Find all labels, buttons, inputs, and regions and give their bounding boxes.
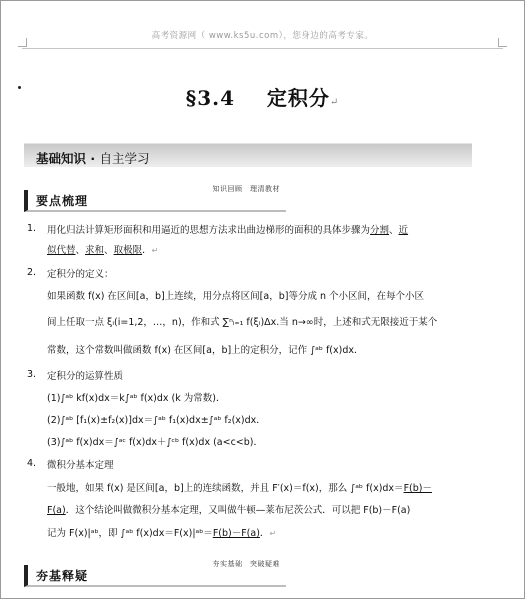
item-4-line-2 xyxy=(47,503,410,519)
section-banner xyxy=(24,129,472,167)
blank-fill-5b: F(a) xyxy=(47,505,66,516)
item-4-end: ． xyxy=(259,528,270,539)
blank-fill-2b: 似代替 xyxy=(47,245,76,256)
key-points-title: 要点梳理 xyxy=(36,194,89,208)
item-1-sep-1: 、 xyxy=(75,245,86,256)
paragraph-mark-icon: ↵ xyxy=(269,529,277,538)
banner-sub: 自主学习 xyxy=(99,151,150,166)
item-2-number: 2. xyxy=(27,267,37,278)
item-3-rule-3: (3)∫ᵃᵇ f(x)dx＝∫ᵃᶜ f(x)dx＋∫ᶜᵇ f(x)dx (a<c<b)． xyxy=(47,437,263,448)
banner-separator: · xyxy=(86,151,100,166)
practice-bar xyxy=(24,560,286,587)
item-2-line-3: 常数，这个常数叫做函数 f(x) 在区间[a，b]上的定积分，记作 ∫ᵃᵇ f(x)dx． xyxy=(47,345,364,356)
item-4-line-3 xyxy=(47,526,276,542)
item-1-text-a: 用化归法计算矩形面积和用逼近的思想方法求出曲边梯形的面积的具体步骤为 xyxy=(47,225,371,236)
page-header: 高考资源网（ www.ks5u.com），您身边的高考专家。 xyxy=(151,31,374,41)
item-4-line-1 xyxy=(47,481,432,497)
item-1-end: ． xyxy=(142,245,152,256)
item-2-line-1: 如果函数 f(x) 在区间[a，b]上连续，用分点将区间[a，b]等分成 n 个小区间，在每个小区 xyxy=(47,291,425,302)
blank-fill-3: 求和 xyxy=(85,245,105,256)
item-4-text-c: 记为 F(x)|ᵃᵇ，即 ∫ᵃᵇ f(x)dx＝F(x)|ᵃᵇ＝ xyxy=(47,528,213,539)
item-3-number: 3. xyxy=(27,369,37,380)
header-rule xyxy=(22,48,503,49)
blank-fill-2a: 近 xyxy=(398,225,409,236)
section-number: §3.4 xyxy=(185,86,235,110)
item-1-text-b: 、 xyxy=(389,225,399,236)
blank-fill-6: F(b)－F(a) xyxy=(212,528,260,539)
section-name: 定积分 xyxy=(266,86,330,110)
banner-main: 基础知识 xyxy=(36,151,87,166)
item-1-number: 1. xyxy=(27,223,37,234)
paragraph-mark-icon: ↵ xyxy=(151,246,159,255)
item-2-line-2: 间上任取一点 ξᵢ(i=1,2，…，n)，作和式 ∑ⁿᵢ₌₁ f(ξᵢ)Δx.当 n→∞时，上述和式无限接近于某个 xyxy=(47,317,438,328)
item-1-line-2 xyxy=(47,243,158,259)
item-4-heading: 微积分基本定理 xyxy=(47,460,114,471)
practice-tag: 夯实基础 突破疑难 xyxy=(212,560,280,568)
key-points-tag: 知识回顾 理清教材 xyxy=(212,185,280,193)
item-4-text-b: ．这个结论叫做微积分基本定理，又叫做牛顿—莱布尼茨公式．可以把 F(b)－F(a) xyxy=(65,505,411,516)
item-1-line-1 xyxy=(47,223,408,239)
item-1-sep-2: 、 xyxy=(104,245,114,256)
item-3-heading: 定积分的运算性质 xyxy=(47,371,124,382)
item-2-heading: 定积分的定义： xyxy=(47,269,114,280)
blank-fill-1: 分割 xyxy=(370,225,390,236)
blank-fill-5a: F(b)－ xyxy=(403,483,432,494)
key-points-bar xyxy=(24,185,286,212)
crop-mark-top-left xyxy=(18,38,27,47)
item-3-rule-2: (2)∫ᵃᵇ [f₁(x)±f₂(x)]dx＝∫ᵃᵇ f₁(x)dx±∫ᵃᵇ f₂(x)dx． xyxy=(47,415,266,426)
item-4-number: 4. xyxy=(27,458,37,469)
page-title xyxy=(0,82,525,111)
crop-mark-top-right xyxy=(498,38,507,47)
practice-title: 夯基释疑 xyxy=(36,569,89,583)
paragraph-mark-icon: ↵ xyxy=(329,97,340,108)
blank-fill-4: 取极限 xyxy=(113,245,143,256)
item-4-text-a: 一般地，如果 f(x) 是区间[a，b]上的连续函数，并且 F′(x)＝f(x)，那么 ∫ᵃᵇ f(x)dx＝ xyxy=(47,483,404,494)
item-3-rule-1: (1)∫ᵃᵇ kf(x)dx＝k∫ᵃᵇ f(x)dx (k 为常数)． xyxy=(47,393,226,404)
